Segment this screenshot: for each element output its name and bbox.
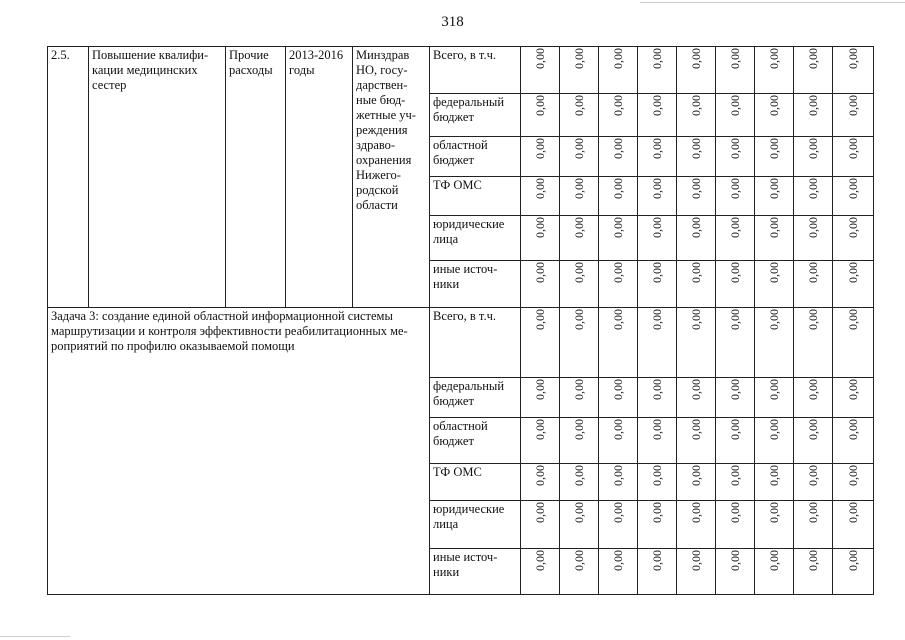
value-text: 0,00 (572, 309, 586, 330)
value-text: 0,00 (806, 178, 820, 199)
task-3-cell (48, 308, 430, 595)
value-cell (755, 137, 794, 177)
value-cell (638, 137, 677, 177)
value-cell (716, 261, 755, 308)
value-text: 0,00 (767, 550, 781, 571)
value-text: 0,00 (533, 217, 547, 238)
value-cell (560, 94, 599, 137)
value-cell (638, 261, 677, 308)
value-text: 0,00 (806, 262, 820, 283)
funding-source-cell (430, 549, 521, 595)
value-cell (521, 549, 560, 595)
value-cell (560, 308, 599, 378)
row-number-cell (48, 47, 89, 308)
scan-artifact-line (0, 636, 70, 637)
funding-source-cell-text: юридические лица (433, 502, 505, 531)
value-cell (716, 94, 755, 137)
value-text: 0,00 (611, 465, 625, 486)
value-text: 0,00 (806, 217, 820, 238)
value-cell (794, 378, 833, 418)
value-text: 0,00 (806, 309, 820, 330)
value-text: 0,00 (650, 138, 664, 159)
funding-source-cell-text: ТФ ОМС (433, 178, 482, 192)
value-text: 0,00 (650, 550, 664, 571)
value-cell (521, 216, 560, 261)
value-text: 0,00 (533, 465, 547, 486)
value-cell (599, 501, 638, 549)
value-text: 0,00 (806, 48, 820, 69)
value-text: 0,00 (846, 502, 860, 523)
value-cell (833, 501, 874, 549)
funding-source-cell (430, 94, 521, 137)
value-cell (716, 216, 755, 261)
value-cell (833, 308, 874, 378)
value-cell (560, 464, 599, 501)
value-cell (677, 378, 716, 418)
value-cell (833, 177, 874, 216)
value-cell (599, 418, 638, 464)
funding-source-cell (430, 501, 521, 549)
value-text: 0,00 (689, 95, 703, 116)
value-text: 0,00 (806, 502, 820, 523)
value-cell (677, 216, 716, 261)
value-text: 0,00 (611, 309, 625, 330)
value-cell (794, 261, 833, 308)
funding-source-cell-text: федеральный бюджет (433, 379, 505, 408)
funding-source-cell-text: Всего, в т.ч. (433, 309, 496, 323)
value-text: 0,00 (846, 419, 860, 440)
value-text: 0,00 (728, 138, 742, 159)
value-text: 0,00 (728, 309, 742, 330)
value-cell (794, 464, 833, 501)
funding-source-cell (430, 464, 521, 501)
value-text: 0,00 (611, 178, 625, 199)
value-text: 0,00 (689, 419, 703, 440)
value-text: 0,00 (533, 309, 547, 330)
value-cell (560, 501, 599, 549)
value-cell (521, 137, 560, 177)
value-text: 0,00 (846, 550, 860, 571)
value-text: 0,00 (572, 95, 586, 116)
value-text: 0,00 (689, 217, 703, 238)
value-cell (794, 418, 833, 464)
value-cell (755, 308, 794, 378)
task-3-cell-text: Задача 3: создание единой областной информационной системы маршрутизации и контроля эффективности реабилитационных ме- роприятий по профилю оказываемой помощи (51, 309, 408, 353)
budget-table (47, 46, 874, 595)
value-cell (833, 216, 874, 261)
value-text: 0,00 (650, 465, 664, 486)
value-cell (755, 216, 794, 261)
value-text: 0,00 (650, 95, 664, 116)
value-cell (638, 94, 677, 137)
value-text: 0,00 (806, 465, 820, 486)
value-cell (716, 418, 755, 464)
value-text: 0,00 (806, 95, 820, 116)
value-text: 0,00 (767, 95, 781, 116)
measure-name-cell (89, 47, 226, 308)
value-cell (716, 177, 755, 216)
value-text: 0,00 (650, 502, 664, 523)
value-cell (794, 549, 833, 595)
value-text: 0,00 (533, 419, 547, 440)
value-text: 0,00 (846, 217, 860, 238)
value-cell (677, 418, 716, 464)
value-cell (716, 137, 755, 177)
funding-source-cell (430, 137, 521, 177)
value-text: 0,00 (650, 309, 664, 330)
value-text: 0,00 (689, 262, 703, 283)
value-text: 0,00 (572, 419, 586, 440)
value-cell (794, 47, 833, 94)
value-text: 0,00 (767, 138, 781, 159)
value-cell (833, 464, 874, 501)
value-text: 0,00 (728, 465, 742, 486)
value-cell (599, 378, 638, 418)
value-cell (716, 501, 755, 549)
value-cell (794, 501, 833, 549)
value-text: 0,00 (572, 502, 586, 523)
value-cell (599, 94, 638, 137)
value-text: 0,00 (728, 95, 742, 116)
value-cell (521, 177, 560, 216)
value-text: 0,00 (650, 48, 664, 69)
funding-source-cell-text: федеральный бюджет (433, 95, 505, 124)
value-text: 0,00 (806, 550, 820, 571)
period-cell (286, 47, 353, 308)
value-cell (560, 549, 599, 595)
table-row (48, 47, 874, 94)
value-text: 0,00 (650, 262, 664, 283)
value-text: 0,00 (572, 379, 586, 400)
value-text: 0,00 (767, 502, 781, 523)
value-text: 0,00 (728, 217, 742, 238)
value-text: 0,00 (572, 48, 586, 69)
value-text: 0,00 (533, 48, 547, 69)
value-text: 0,00 (846, 178, 860, 199)
value-cell (833, 378, 874, 418)
value-text: 0,00 (611, 48, 625, 69)
value-text: 0,00 (533, 138, 547, 159)
value-cell (599, 549, 638, 595)
value-cell (755, 177, 794, 216)
value-text: 0,00 (689, 550, 703, 571)
value-cell (638, 47, 677, 94)
value-text: 0,00 (650, 419, 664, 440)
table-row (48, 308, 874, 378)
value-cell (560, 137, 599, 177)
value-text: 0,00 (611, 379, 625, 400)
value-text: 0,00 (650, 178, 664, 199)
value-cell (560, 47, 599, 94)
value-text: 0,00 (533, 550, 547, 571)
value-text: 0,00 (533, 178, 547, 199)
value-cell (755, 94, 794, 137)
funding-source-cell-text: Всего, в т.ч. (433, 48, 496, 62)
value-cell (755, 501, 794, 549)
value-cell (599, 261, 638, 308)
value-cell (794, 94, 833, 137)
value-text: 0,00 (728, 550, 742, 571)
value-text: 0,00 (806, 419, 820, 440)
value-cell (677, 47, 716, 94)
value-cell (599, 216, 638, 261)
value-cell (638, 216, 677, 261)
value-text: 0,00 (572, 550, 586, 571)
value-text: 0,00 (728, 48, 742, 69)
value-cell (638, 464, 677, 501)
value-text: 0,00 (533, 502, 547, 523)
value-cell (521, 418, 560, 464)
value-cell (794, 137, 833, 177)
value-cell (677, 261, 716, 308)
value-cell (716, 47, 755, 94)
value-cell (560, 177, 599, 216)
value-text: 0,00 (806, 138, 820, 159)
value-cell (755, 464, 794, 501)
value-cell (521, 464, 560, 501)
value-text: 0,00 (689, 379, 703, 400)
value-text: 0,00 (767, 217, 781, 238)
value-text: 0,00 (572, 465, 586, 486)
value-text: 0,00 (728, 502, 742, 523)
value-cell (677, 137, 716, 177)
value-cell (833, 137, 874, 177)
value-cell (599, 464, 638, 501)
value-text: 0,00 (611, 262, 625, 283)
value-cell (638, 549, 677, 595)
value-cell (638, 308, 677, 378)
funding-source-cell-text: иные источ- ники (433, 550, 498, 579)
value-text: 0,00 (572, 262, 586, 283)
value-cell (677, 177, 716, 216)
value-text: 0,00 (728, 379, 742, 400)
value-text: 0,00 (533, 262, 547, 283)
funding-source-cell (430, 378, 521, 418)
executor-cell-text: Минздрав НО, госу- дарствен- ные бюд- жетные уч- реждения здраво- охранения Нижего- родской области (356, 48, 416, 212)
value-text: 0,00 (846, 309, 860, 330)
value-cell (755, 47, 794, 94)
value-cell (638, 501, 677, 549)
value-cell (560, 418, 599, 464)
value-text: 0,00 (767, 178, 781, 199)
row-number-cell-text: 2.5. (51, 48, 70, 62)
value-text: 0,00 (689, 178, 703, 199)
scan-artifact-line (640, 2, 905, 3)
value-text: 0,00 (611, 550, 625, 571)
value-text: 0,00 (728, 262, 742, 283)
value-cell (560, 261, 599, 308)
funding-source-cell (430, 177, 521, 216)
funding-source-cell (430, 261, 521, 308)
funding-source-cell (430, 47, 521, 94)
value-cell (833, 94, 874, 137)
value-cell (521, 501, 560, 549)
value-text: 0,00 (689, 48, 703, 69)
value-text: 0,00 (572, 138, 586, 159)
value-cell (599, 177, 638, 216)
funding-source-cell-text: областной бюджет (433, 419, 488, 448)
value-cell (521, 378, 560, 418)
period-cell-text: 2013-2016 годы (289, 48, 344, 77)
value-text: 0,00 (846, 138, 860, 159)
value-cell (794, 308, 833, 378)
value-text: 0,00 (611, 95, 625, 116)
value-cell (560, 216, 599, 261)
value-cell (599, 47, 638, 94)
value-cell (716, 378, 755, 418)
value-cell (716, 549, 755, 595)
value-cell (677, 308, 716, 378)
value-cell (638, 378, 677, 418)
value-cell (755, 261, 794, 308)
executor-cell (353, 47, 430, 308)
value-cell (599, 137, 638, 177)
value-text: 0,00 (767, 262, 781, 283)
value-cell (794, 177, 833, 216)
value-text: 0,00 (846, 262, 860, 283)
value-cell (638, 418, 677, 464)
value-cell (521, 47, 560, 94)
value-text: 0,00 (650, 217, 664, 238)
value-text: 0,00 (572, 217, 586, 238)
funding-source-cell (430, 216, 521, 261)
value-text: 0,00 (767, 465, 781, 486)
value-cell (716, 464, 755, 501)
value-text: 0,00 (767, 48, 781, 69)
funding-source-cell (430, 418, 521, 464)
value-text: 0,00 (767, 309, 781, 330)
value-text: 0,00 (728, 178, 742, 199)
value-text: 0,00 (611, 502, 625, 523)
value-cell (599, 308, 638, 378)
value-text: 0,00 (572, 178, 586, 199)
funding-source-cell (430, 308, 521, 378)
value-cell (833, 418, 874, 464)
value-text: 0,00 (689, 138, 703, 159)
value-text: 0,00 (611, 419, 625, 440)
value-cell (833, 47, 874, 94)
expense-type-cell (226, 47, 286, 308)
value-cell (677, 94, 716, 137)
value-cell (638, 177, 677, 216)
value-cell (833, 261, 874, 308)
value-cell (677, 501, 716, 549)
value-cell (677, 464, 716, 501)
value-cell (677, 549, 716, 595)
value-cell (755, 549, 794, 595)
value-text: 0,00 (846, 95, 860, 116)
funding-source-cell-text: ТФ ОМС (433, 465, 482, 479)
value-text: 0,00 (689, 502, 703, 523)
value-text: 0,00 (806, 379, 820, 400)
value-text: 0,00 (767, 419, 781, 440)
expense-type-cell-text: Прочие расходы (229, 48, 273, 77)
measure-name-cell-text: Повышение квалифи- кации медицинских сестер (92, 48, 209, 92)
value-text: 0,00 (533, 379, 547, 400)
value-cell (794, 216, 833, 261)
value-cell (755, 378, 794, 418)
value-text: 0,00 (767, 379, 781, 400)
value-text: 0,00 (728, 419, 742, 440)
value-text: 0,00 (846, 48, 860, 69)
value-cell (560, 378, 599, 418)
funding-source-cell-text: иные источ- ники (433, 262, 498, 291)
value-cell (521, 94, 560, 137)
funding-source-cell-text: юридические лица (433, 217, 505, 246)
value-text: 0,00 (611, 138, 625, 159)
value-cell (521, 308, 560, 378)
value-text: 0,00 (689, 309, 703, 330)
value-text: 0,00 (611, 217, 625, 238)
value-cell (755, 418, 794, 464)
funding-source-cell-text: областной бюджет (433, 138, 488, 167)
value-cell (716, 308, 755, 378)
value-text: 0,00 (846, 465, 860, 486)
value-text: 0,00 (650, 379, 664, 400)
value-text: 0,00 (689, 465, 703, 486)
value-cell (521, 261, 560, 308)
page-number: 318 (441, 14, 464, 30)
value-text: 0,00 (533, 95, 547, 116)
value-cell (833, 549, 874, 595)
value-text: 0,00 (846, 379, 860, 400)
